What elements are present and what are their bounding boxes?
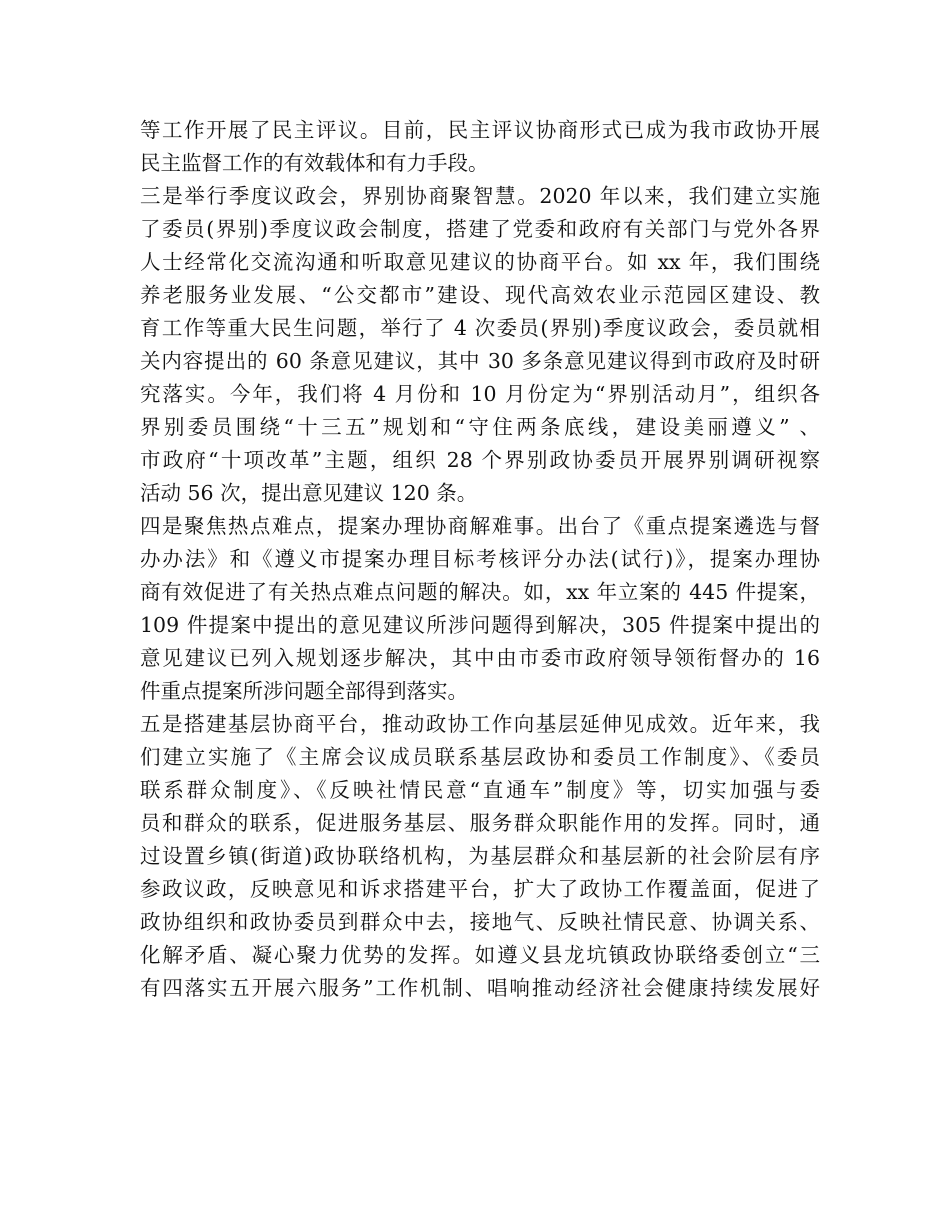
text-line: 了委员(界别)季度议政会制度，搭建了党委和政府有关部门与党外各界 [140, 217, 820, 241]
text-line: 过设置乡镇(街道)政协联络机构，为基层群众和基层新的社会阶层有序 [140, 844, 820, 868]
text-line: 界别委员围绕“十三五”规划和“守住两条底线，建设美丽遵义” 、 [140, 415, 820, 439]
text-line: 件重点提案所涉问题全部得到落实。 [140, 679, 468, 703]
text-line: 民主监督工作的有效载体和有力手段。 [140, 151, 489, 175]
text-line: 等工作开展了民主评议。目前，民主评议协商形式已成为我市政协开展 [140, 118, 820, 142]
text-line: 参政议政，反映意见和诉求搭建平台，扩大了政协工作覆盖面，促进了 [140, 877, 820, 901]
text-line: 关内容提出的 60 条意见建议，其中 30 多条意见建议得到市政府及时研 [140, 349, 820, 373]
text-line: 育工作等重大民生问题，举行了 4 次委员(界别)季度议政会，委员就相 [140, 316, 820, 340]
text-line: 养老服务业发展、“公交都市”建设、现代高效农业示范园区建设、教 [140, 283, 820, 307]
text-line: 人士经常化交流沟通和听取意见建议的协商平台。如 xx 年，我们围绕 [140, 250, 820, 274]
text-line: 政协组织和政协委员到群众中去，接地气、反映社情民意、协调关系、 [140, 910, 820, 934]
text-line: 化解矛盾、凝心聚力优势的发挥。如遵义县龙坑镇政协联络委创立“三 [140, 943, 820, 967]
text-line: 商有效促进了有关热点难点问题的解决。如，xx 年立案的 445 件提案， [140, 580, 820, 604]
text-line: 究落实。今年，我们将 4 月份和 10 月份定为“界别活动月”，组织各 [140, 382, 820, 406]
text-line: 活动 56 次，提出意见建议 120 条。 [140, 481, 478, 505]
document-page [140, 114, 820, 1005]
text-line: 109 件提案中提出的意见建议所涉问题得到解决，305 件提案中提出的 [140, 613, 820, 637]
text-line: 有四落实五开展六服务”工作机制、唱响推动经济社会健康持续发展好 [140, 976, 820, 1000]
text-line: 意见建议已列入规划逐步解决，其中由市委市政府领导领衔督办的 16 [140, 646, 820, 670]
text-line: 员和群众的联系，促进服务基层、服务群众职能作用的发挥。同时，通 [140, 811, 820, 835]
text-line: 市政府“十项改革”主题，组织 28 个界别政协委员开展界别调研视察 [140, 448, 820, 472]
text-line: 联系群众制度》、《反映社情民意“直通车”制度》等，切实加强与委 [140, 778, 820, 802]
text-line: 三是举行季度议政会，界别协商聚智慧。2020 年以来，我们建立实施 [140, 184, 820, 208]
text-line: 四是聚焦热点难点，提案办理协商解难事。出台了《重点提案遴选与督 [140, 514, 820, 538]
text-line: 办办法》和《遵义市提案办理目标考核评分办法(试行)》，提案办理协 [140, 547, 820, 571]
text-line: 们建立实施了《主席会议成员联系基层政协和委员工作制度》、《委员 [140, 745, 820, 769]
text-line: 五是搭建基层协商平台，推动政协工作向基层延伸见成效。近年来，我 [140, 712, 820, 736]
